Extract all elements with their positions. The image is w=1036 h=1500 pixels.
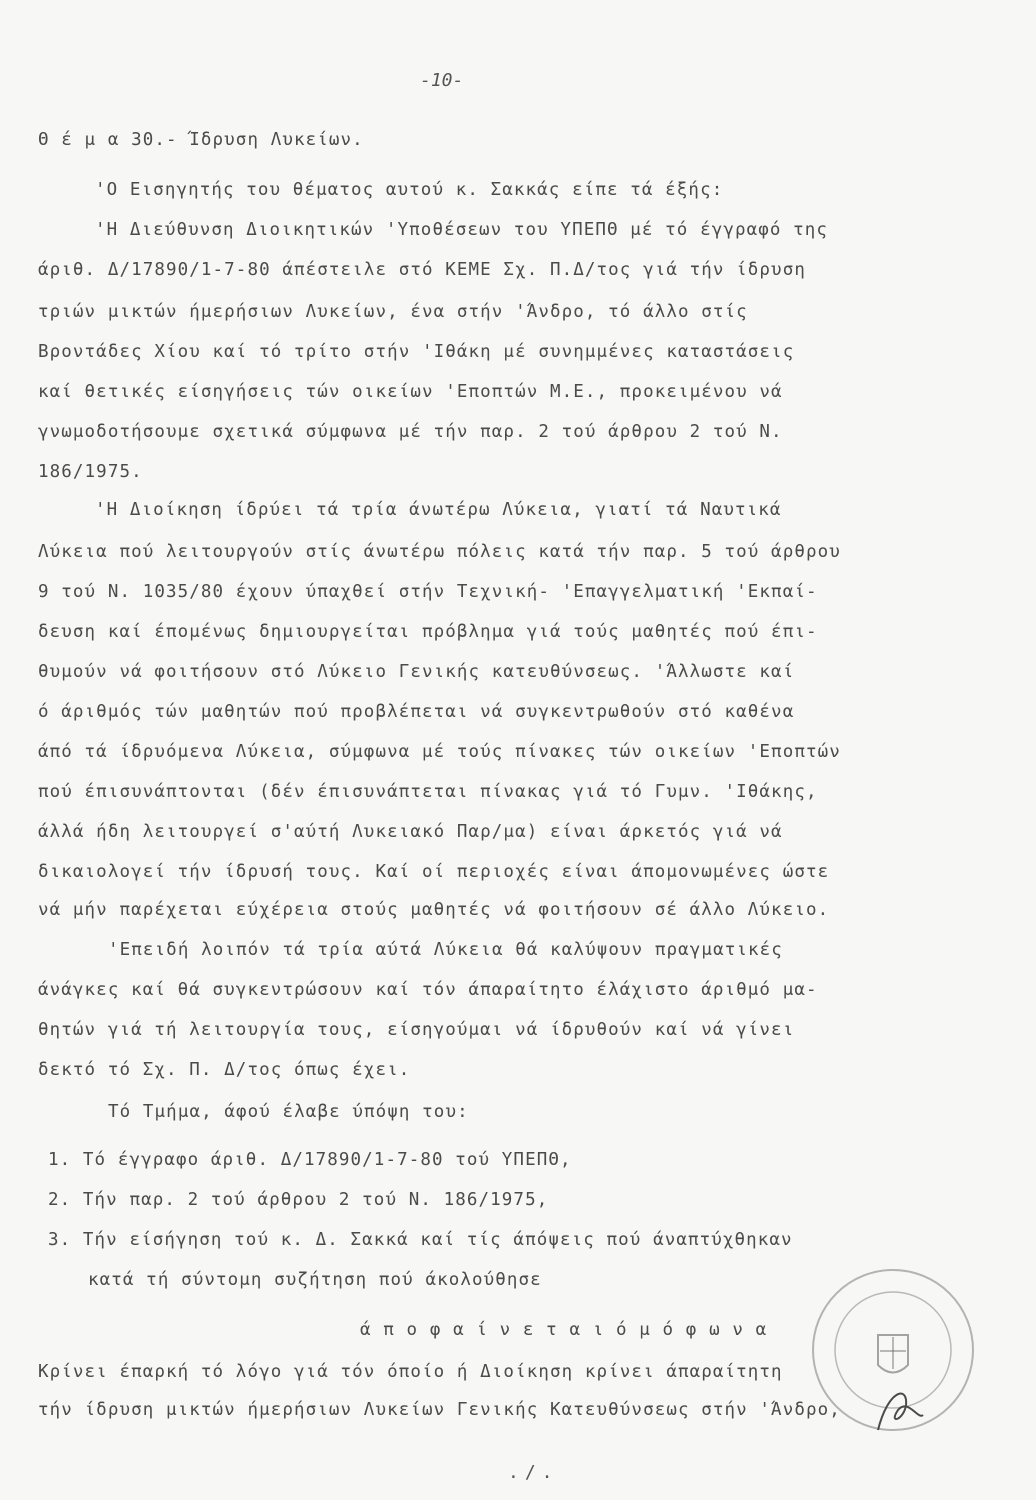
paragraph-line: θυμούν νά φοιτήσουν στό Λύκειο Γενικής κατευθύνσεως. 'Άλλωστε καί <box>38 662 795 682</box>
page-number: -10- <box>420 70 464 91</box>
paragraph-line: τριών μικτών ήμερήσιων Λυκείων, ένα στήν 'Άνδρο, τό άλλο στίς <box>38 302 748 322</box>
paragraph-line: 186/1975. <box>38 462 143 482</box>
paragraph-line: Κρίνει έπαρκή τό λόγο γιά τόν όποίο ή Διοίκηση κρίνει άπαραίτητη <box>38 1362 783 1382</box>
paragraph-line: 'Η Διοίκηση ίδρύει τά τρία άνωτέρω Λύκεια, γιατί τά Ναυτικά <box>95 500 782 520</box>
paragraph-line: 'Επειδή λοιπόν τά τρία αύτά Λύκεια θά καλύψουν πραγματικές <box>108 940 783 960</box>
paragraph-line: 'Η Διεύθυνση Διοικητικών 'Υποθέσεων του ΥΠΕΠΘ μέ τό έγγραφό της <box>95 220 829 240</box>
paragraph-line: θητών γιά τή λειτουργία τους, είσηγούμαι νά ίδρυθούν καί νά γίνει <box>38 1020 795 1040</box>
list-item-continuation: κατά τή σύντομη συζήτηση πού άκολούθησε <box>88 1270 542 1290</box>
handwritten-signature <box>868 1380 928 1440</box>
paragraph-line: άνάγκες καί θά συγκεντρώσουν καί τόν άπαραίτητο έλάχιστο άριθμό μα- <box>38 980 818 1000</box>
list-item: 3. Τήν είσήγηση τού κ. Δ. Σακκά καί τίς άπόψεις πού άναπτύχθηκαν <box>48 1230 793 1250</box>
paragraph-line: τήν ίδρυση μικτών ήμερήσιων Λυκείων Γενικής Κατευθύνσεως στήν 'Άνδρο, <box>38 1400 841 1420</box>
list-item: 1. Τό έγγραφο άριθ. Δ/17890/1-7-80 τού ΥΠΕΠΘ, <box>48 1150 572 1170</box>
paragraph-line: 'Ο Εισηγητής του θέματος αυτού κ. Σακκάς είπε τά έξής: <box>95 180 724 200</box>
paragraph-line: Τό Τμήμα, άφού έλαβε ύπόψη του: <box>108 1102 469 1122</box>
paragraph-line: πού έπισυνάπτονται (δέν έπισυνάπτεται πίνακας γιά τό Γυμν. 'Ιθάκης, <box>38 782 818 802</box>
continuation-mark: ./. <box>508 1462 559 1483</box>
paragraph-line: Βροντάδες Χίου καί τό τρίτο στήν 'Ιθάκη μέ συνημμένες καταστάσεις <box>38 342 795 362</box>
subject-heading: Θ έ μ α 30.- Ίδρυση Λυκείων. <box>38 130 364 150</box>
paragraph-line: νά μήν παρέχεται εύχέρεια στούς μαθητές νά φοιτήσουν σέ άλλο Λύκειο. <box>38 900 830 920</box>
paragraph-line: 9 τού Ν. 1035/80 έχουν ύπαχθεί στήν Τεχνική- 'Επαγγελματική 'Εκπαί- <box>38 582 818 602</box>
paragraph-line: ό άριθμός τών μαθητών πού προβλέπεται νά συγκεντρωθούν στό καθένα <box>38 702 795 722</box>
paragraph-line: άλλά ήδη λειτουργεί σ'αύτή Λυκειακό Παρ/μα) είναι άρκετός γιά νά <box>38 822 783 842</box>
decision-heading: ά π ο φ α ί ν ε τ α ι ό μ ό φ ω ν α <box>360 1320 768 1340</box>
paragraph-line: άπό τά ίδρυόμενα Λύκεια, σύμφωνα μέ τούς πίνακες τών οικείων 'Εποπτών <box>38 742 841 762</box>
paragraph-line: δεκτό τό Σχ. Π. Δ/τος όπως έχει. <box>38 1060 411 1080</box>
paragraph-line: δευση καί έπομένως δημιουργείται πρόβλημα γιά τούς μαθητές πού έπι- <box>38 622 818 642</box>
paragraph-line: άριθ. Δ/17890/1-7-80 άπέστειλε στό ΚΕΜΕ Σχ. Π.Δ/τος γιά τήν ίδρυση <box>38 260 806 280</box>
paragraph-line: γνωμοδοτήσουμε σχετικά σύμφωνα μέ τήν παρ. 2 τού άρθρου 2 τού Ν. <box>38 422 783 442</box>
list-item: 2. Τήν παρ. 2 τού άρθρου 2 τού Ν. 186/1975, <box>48 1190 549 1210</box>
paragraph-line: καί θετικές είσηγήσεις τών οικείων 'Εποπτών Μ.Ε., προκειμένου νά <box>38 382 783 402</box>
paragraph-line: δικαιολογεί τήν ίδρυσή τους. Καί οί περιοχές είναι άπομονωμένες ώστε <box>38 862 830 882</box>
paragraph-line: Λύκεια πού λειτουργούν στίς άνωτέρω πόλεις κατά τήν παρ. 5 τού άρθρου <box>38 542 841 562</box>
